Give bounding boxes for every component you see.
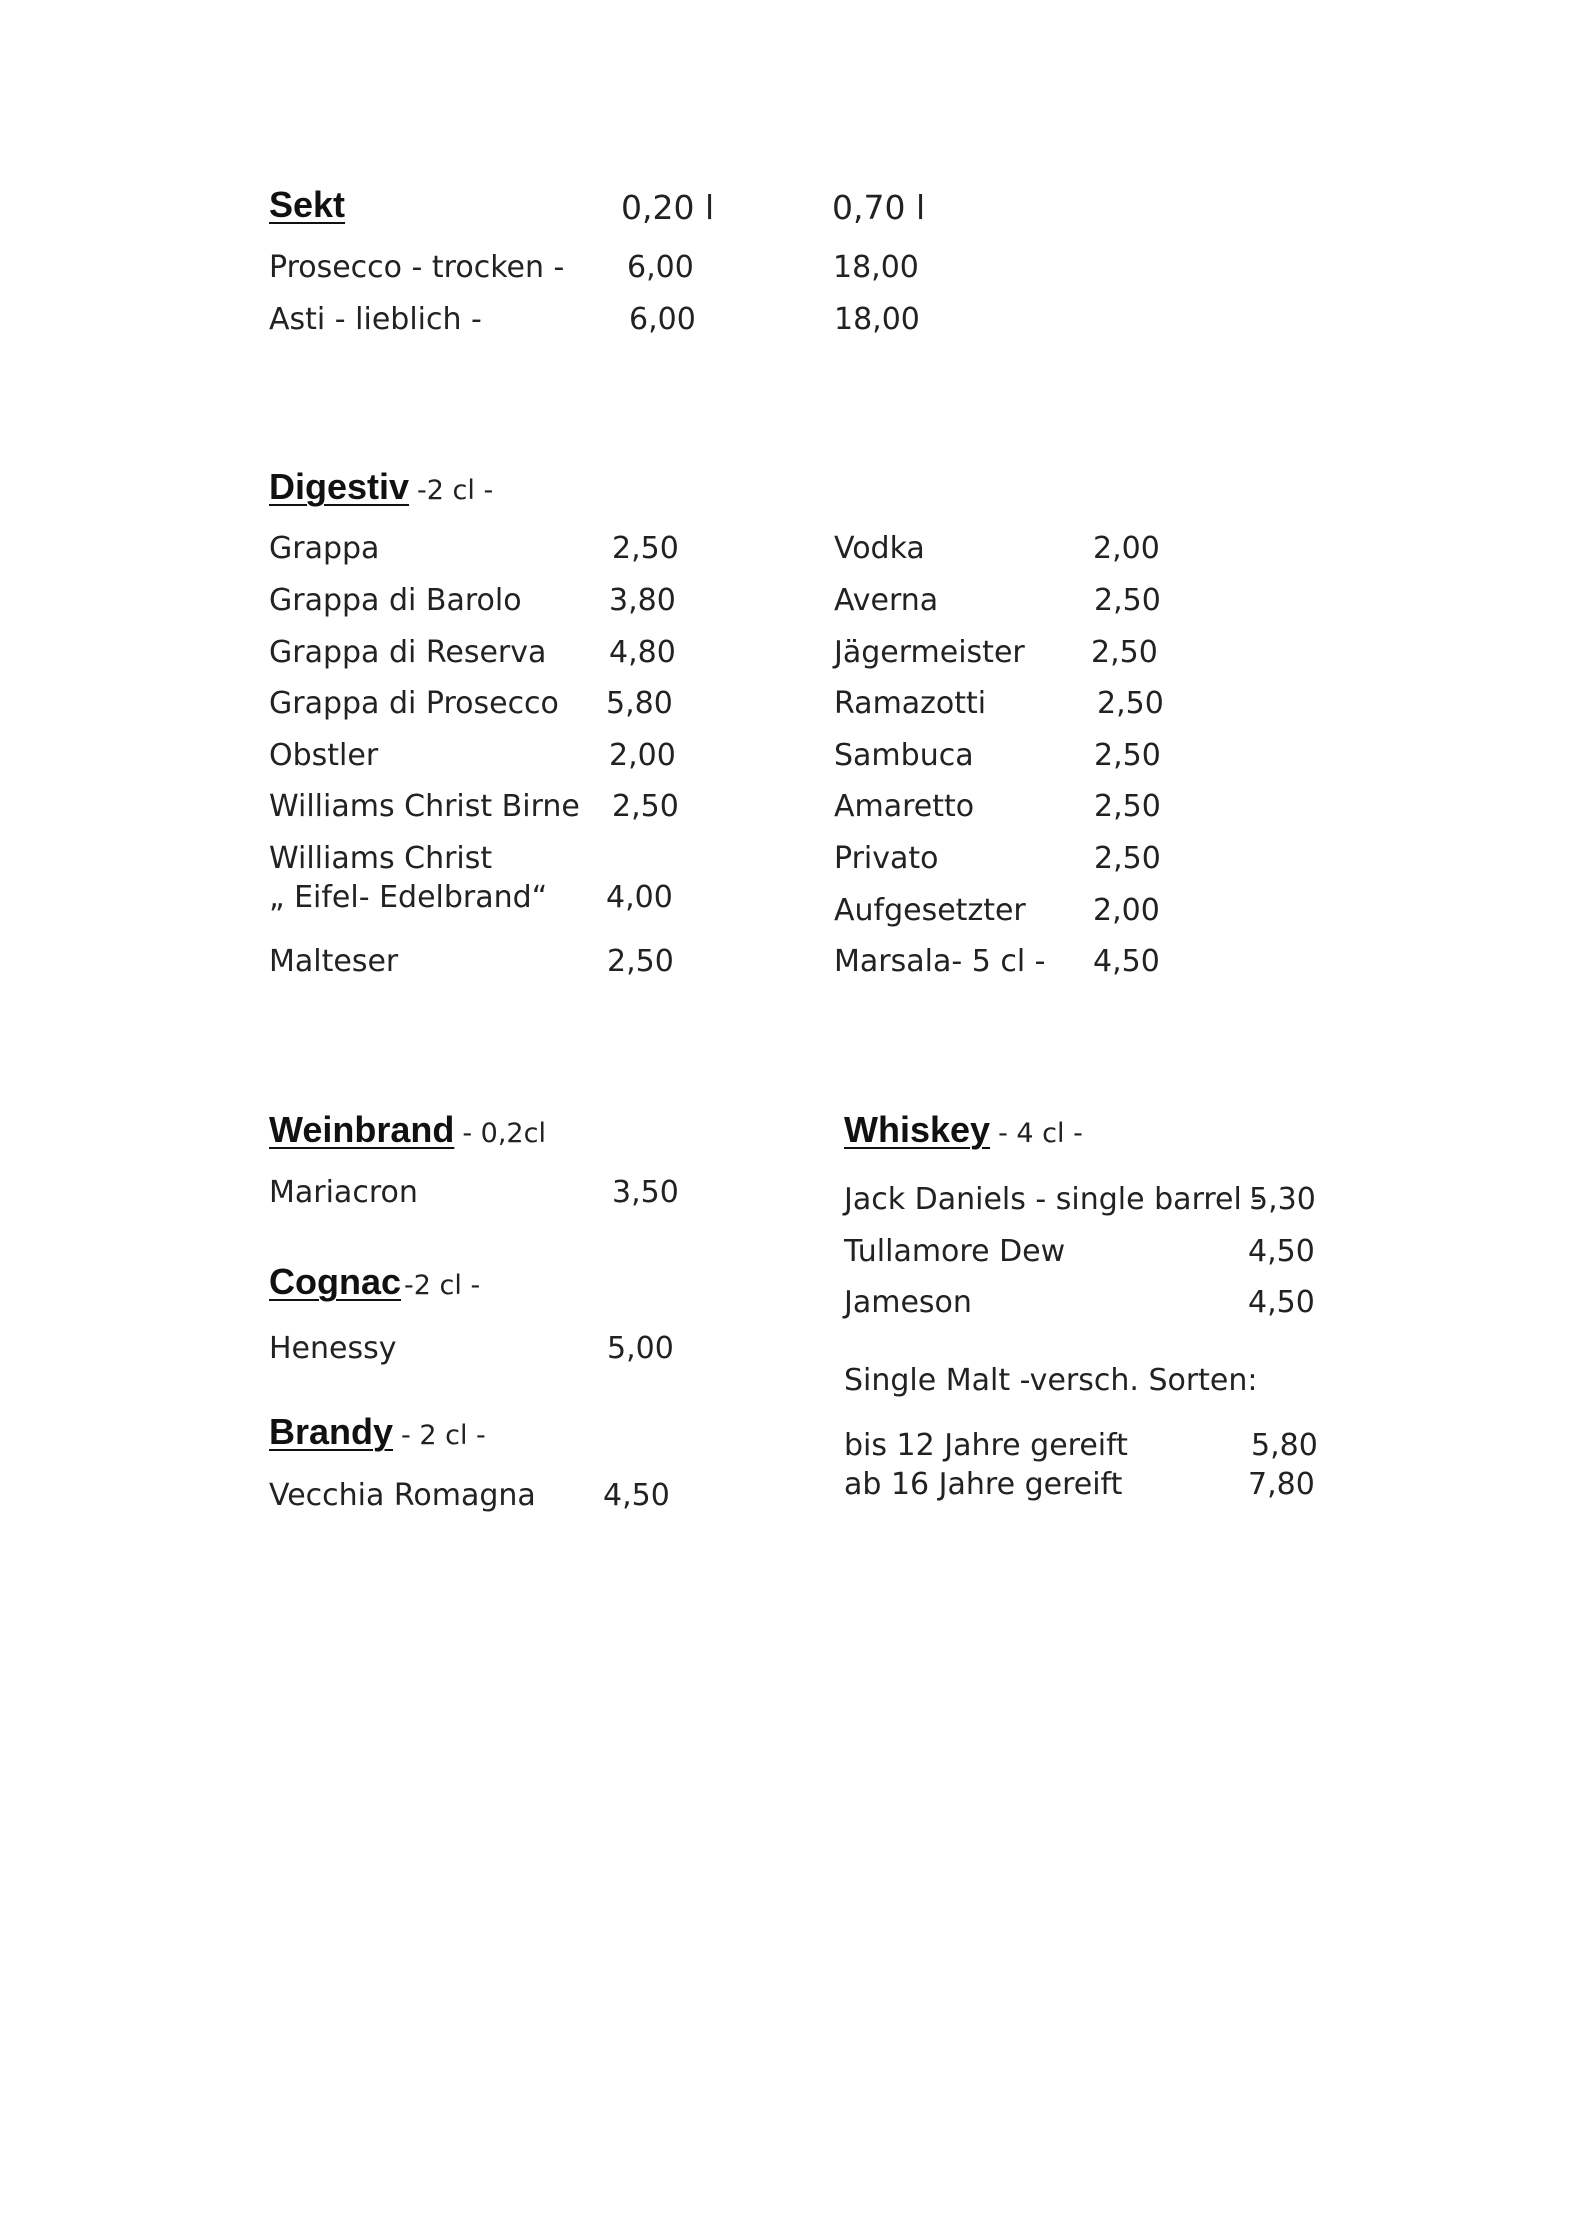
weinbrand-heading-row xyxy=(269,1109,546,1151)
menu-item-price: 2,00 xyxy=(609,738,676,773)
menu-item-name: Grappa di Barolo xyxy=(269,583,522,618)
menu-item-price: 4,50 xyxy=(1248,1285,1315,1320)
menu-item-name: bis 12 Jahre gereift xyxy=(844,1428,1128,1463)
single-malt-label: Single Malt -versch. Sorten: xyxy=(844,1363,1258,1398)
menu-item-price: 2,50 xyxy=(612,789,679,824)
brandy-heading: Brandy xyxy=(269,1411,394,1452)
menu-item-name: Asti - lieblich - xyxy=(269,302,482,337)
menu-item-name: Prosecco - trocken - xyxy=(269,250,565,285)
menu-item-price: 3,50 xyxy=(612,1175,679,1210)
menu-item-name: Averna xyxy=(834,583,939,618)
digestiv-heading: Digestiv xyxy=(269,466,410,507)
menu-item-price: 2,50 xyxy=(607,944,674,979)
menu-item-price: 4,50 xyxy=(1093,944,1160,979)
menu-item-name: ab 16 Jahre gereift xyxy=(844,1467,1123,1502)
menu-item-price: 2,50 xyxy=(1094,841,1161,876)
digestiv-heading-row xyxy=(269,466,493,508)
menu-item-price: 2,00 xyxy=(1093,531,1160,566)
menu-item-name: Sambuca xyxy=(834,738,974,773)
menu-item-name: Marsala- 5 cl - xyxy=(834,944,1046,979)
menu-item-price: 6,00 xyxy=(627,250,694,285)
sekt-col-020: 0,20 l xyxy=(621,188,715,227)
menu-item-price: 4,00 xyxy=(606,880,673,915)
brandy-subtitle: - 2 cl - xyxy=(401,1420,486,1451)
menu-item-name: Jack Daniels - single barrel - xyxy=(844,1182,1263,1217)
menu-item-name: Grappa di Prosecco xyxy=(269,686,559,721)
weinbrand-subtitle: - 0,2cl xyxy=(462,1118,546,1149)
menu-item-name: Williams Christ Birne xyxy=(269,789,580,824)
whiskey-heading: Whiskey xyxy=(844,1109,991,1150)
menu-item-price: 2,50 xyxy=(1091,635,1158,670)
menu-item-price: 5,80 xyxy=(606,686,673,721)
menu-item-price: 7,80 xyxy=(1248,1467,1315,1502)
menu-item-name: Mariacron xyxy=(269,1175,418,1210)
menu-item-price: 2,50 xyxy=(1094,583,1161,618)
menu-item-price: 2,50 xyxy=(1094,789,1161,824)
menu-item-price: 18,00 xyxy=(833,250,919,285)
menu-item-price: 4,80 xyxy=(609,635,676,670)
menu-item-name: Jägermeister xyxy=(834,635,1025,670)
cognac-heading: Cognac xyxy=(269,1261,402,1302)
menu-item-name: Malteser xyxy=(269,944,399,979)
digestiv-subtitle: -2 cl - xyxy=(417,475,494,506)
menu-item-name: Grappa di Reserva xyxy=(269,635,547,670)
menu-item-name: Ramazotti xyxy=(834,686,987,721)
menu-item-name: Vodka xyxy=(834,531,925,566)
menu-item-name: Grappa xyxy=(269,531,380,566)
whiskey-subtitle: - 4 cl - xyxy=(998,1118,1083,1149)
sekt-col-070: 0,70 l xyxy=(832,188,926,227)
menu-item-price: 18,00 xyxy=(834,302,920,337)
menu-item-name: Aufgesetzter xyxy=(834,893,1026,928)
menu-item-name: Obstler xyxy=(269,738,379,773)
cognac-subtitle: -2 cl - xyxy=(404,1270,481,1301)
menu-item-price: 2,50 xyxy=(612,531,679,566)
menu-item-price: 2,00 xyxy=(1093,893,1160,928)
weinbrand-heading: Weinbrand xyxy=(269,1109,455,1150)
menu-item-price: 6,00 xyxy=(629,302,696,337)
menu-item-name: Henessy xyxy=(269,1331,397,1366)
menu-item-name: Williams Christ xyxy=(269,841,493,876)
menu-item-price: 3,80 xyxy=(609,583,676,618)
menu-item-price: 5,30 xyxy=(1249,1182,1316,1217)
menu-item-name: Tullamore Dew xyxy=(844,1234,1066,1269)
cognac-heading-row xyxy=(269,1261,480,1303)
menu-item-price: 2,50 xyxy=(1097,686,1164,721)
brandy-heading-row xyxy=(269,1411,486,1453)
menu-item-name: Vecchia Romagna xyxy=(269,1478,536,1513)
menu-item-price: 4,50 xyxy=(603,1478,670,1513)
sekt-heading: Sekt xyxy=(269,184,346,225)
menu-item-price: 2,50 xyxy=(1094,738,1161,773)
menu-item-price: 5,80 xyxy=(1251,1428,1318,1463)
menu-item-name: Jameson xyxy=(844,1285,972,1320)
menu-item-price: 5,00 xyxy=(607,1331,674,1366)
menu-item-price: 4,50 xyxy=(1248,1234,1315,1269)
menu-item-name: Amaretto xyxy=(834,789,975,824)
menu-item-name: Privato xyxy=(834,841,939,876)
menu-item-name-line2: „ Eifel- Edelbrand“ xyxy=(269,880,548,915)
whiskey-heading-row xyxy=(844,1109,1083,1151)
